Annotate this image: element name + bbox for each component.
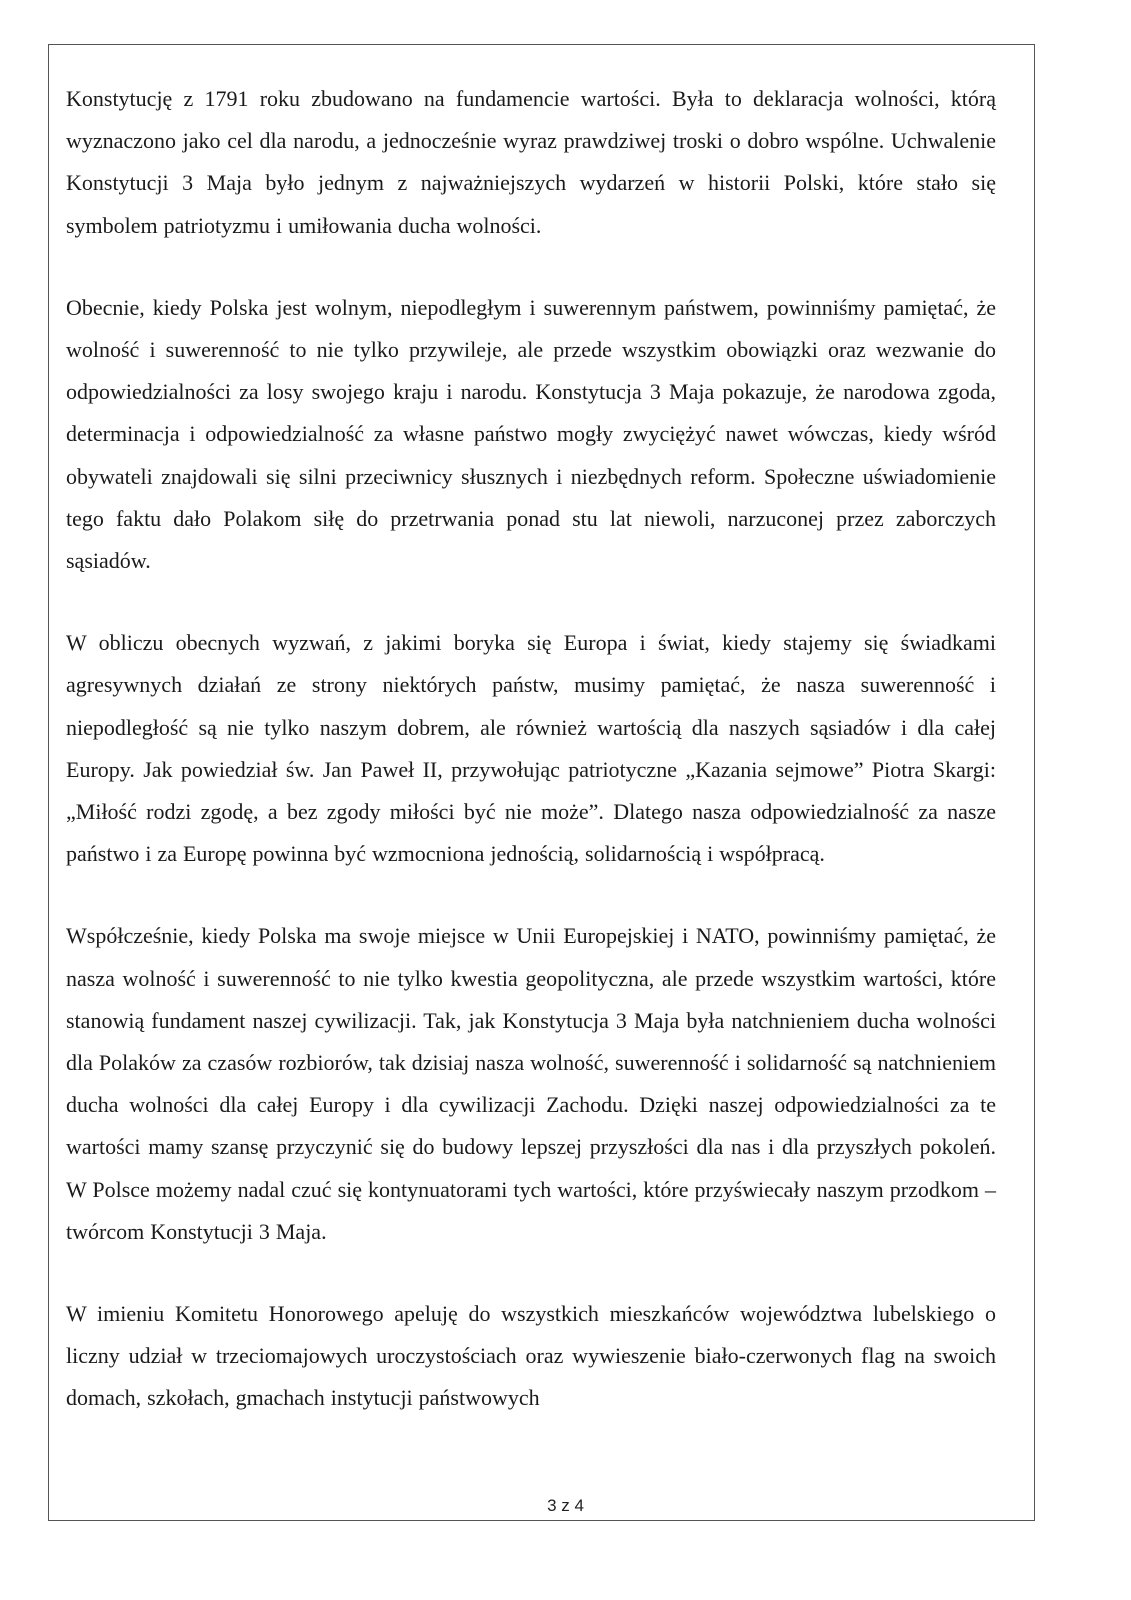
paragraph-3: W obliczu obecnych wyzwań, z jakimi boryka się Europa i świat, kiedy stajemy się świadkami agresywnych działań ze strony niektórych państw, musimy pamiętać, że nasza suwerenność i niepodległość są nie tylko naszym dobrem, ale również wartością dla naszych sąsiadów i dla całej Europy. Jak powiedział św. Jan Paweł II, przywołując patriotyczne „Kazania sejmowe” Piotra Skargi: „Miłość rodzi zgodę, a bez zgody miłości być nie może”. Dlatego nasza odpowiedzialność za nasze państwo i za Europę powinna być wzmocniona jednością, solidarnością i współpracą. bbox=[66, 630, 996, 867]
paragraph-4: Współcześnie, kiedy Polska ma swoje miejsce w Unii Europejskiej i NATO, powinniśmy pamiętać, że nasza wolność i suwerenność to nie tylko kwestia geopolityczna, ale przede wszystkim wartości, które stanowią fundament naszej cywilizacji. Tak, jak Konstytucja 3 Maja była natchnieniem ducha wolności dla Polaków za czasów rozbiorów, tak dzisiaj nasza wolność, suwerenność i solidarność są natchnieniem ducha wolności dla całej Europy i dla cywilizacji Zachodu. Dzięki naszej odpowiedzialności za te wartości mamy szansę przyczynić się do budowy lepszej przyszłości dla nas i dla przyszłych pokoleń. W Polsce możemy nadal czuć się kontynuatorami tych wartości, które przyświecały naszym przodkom – twórcom Konstytucji 3 Maja. bbox=[66, 923, 996, 1244]
document-body bbox=[66, 78, 996, 1460]
page-number: 3 z 4 bbox=[547, 1496, 584, 1515]
paragraph-2: Obecnie, kiedy Polska jest wolnym, niepodległym i suwerennym państwem, powinniśmy pamiętać, że wolność i suwerenność to nie tylko przywileje, ale przede wszystkim obowiązki oraz wezwanie do odpowiedzialności za losy swojego kraju i narodu. Konstytucja 3 Maja pokazuje, że narodowa zgoda, determinacja i odpowiedzialność za własne państwo mogły zwyciężyć nawet wówczas, kiedy wśród obywateli znajdowali się silni przeciwnicy słusznych i niezbędnych reform. Społeczne uświadomienie tego faktu dało Polakom siłę do przetrwania ponad stu lat niewoli, narzuconej przez zaborczych sąsiadów. bbox=[66, 294, 996, 574]
paragraph-1: Konstytucję z 1791 roku zbudowano na fundamencie wartości. Była to deklaracja wolności, którą wyznaczono jako cel dla narodu, a jednocześnie wyraz prawdziwej troski o dobro wspólne. Uchwalenie Konstytucji 3 Maja było jednym z najważniejszych wydarzeń w historii Polski, które stało się symbolem patriotyzmu i umiłowania ducha wolności. bbox=[66, 86, 996, 238]
paragraph-5: W imieniu Komitetu Honorowego apeluję do wszystkich mieszkańców województwa lubelskiego o liczny udział w trzeciomajowych uroczystościach oraz wywieszenie biało-czerwonych flag na swoich domach, szkołach, gmachach instytucji państwowych bbox=[66, 1301, 996, 1411]
